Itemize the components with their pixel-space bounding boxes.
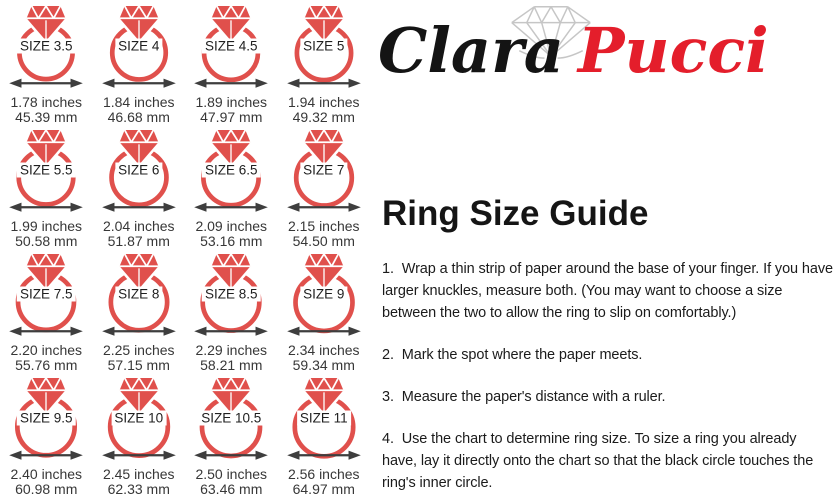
ring-size-cell: [278, 375, 371, 499]
ring-diamond-icon: [119, 254, 158, 289]
ring-size-label: SIZE 11: [297, 410, 351, 425]
instruction-step-1: 1. Wrap a thin strip of paper around the base of your finger. If you have larger knuckles, measure both. (You may want to choose a size between the two to allow the ring to slip on comfortably.): [382, 261, 833, 322]
ring-size-label: SIZE 8.5: [202, 286, 261, 301]
ring-size-cell: [278, 3, 371, 127]
ring-diameter-inches: 1.94 inches: [287, 93, 360, 110]
ring-diameter-inches: 2.50 inches: [195, 465, 268, 482]
ring-size-cell: [185, 251, 278, 375]
brand-logo: [376, 0, 838, 118]
ring-diameter-inches: 2.29 inches: [195, 341, 268, 358]
ring-size-cell: [185, 3, 278, 127]
ring-diameter-mm: 47.97 mm: [200, 108, 263, 125]
guide-section: [382, 194, 834, 494]
ring-size-label: SIZE 3.5: [17, 38, 76, 53]
ring-diameter-mm: 49.32 mm: [292, 108, 355, 125]
ring-diameter-mm: 46.68 mm: [107, 108, 170, 125]
ring-size-label: SIZE 9: [300, 286, 347, 301]
ring-size-cell: [93, 251, 186, 375]
ring-diamond-icon: [27, 254, 66, 289]
ring-diamond-icon: [304, 378, 343, 413]
instruction-step-3: 3. Measure the paper's distance with a ruler.: [382, 389, 666, 406]
ring-measurements: [195, 219, 267, 249]
ring-diamond-icon: [27, 6, 66, 41]
ring-measurements: [10, 95, 82, 125]
ring-diameter-mm: 54.50 mm: [292, 232, 355, 249]
ring-diameter-mm: 58.21 mm: [200, 356, 263, 373]
ring-diameter-inches: 1.78 inches: [10, 93, 83, 110]
ring-measurements: [10, 219, 82, 249]
ring-size-cell: [185, 127, 278, 251]
ring-diamond-icon: [119, 6, 158, 41]
ring-measurements: [195, 343, 267, 373]
diameter-arrow-icon: [9, 451, 83, 460]
ring-diamond-icon: [212, 130, 251, 165]
ring-diameter-inches: 2.04 inches: [102, 217, 175, 234]
ring-diamond-icon: [212, 254, 251, 289]
brand-name-clara: Clara: [378, 14, 564, 87]
diameter-arrow-icon: [194, 327, 268, 336]
ring-size-cell: [93, 127, 186, 251]
ring-size-cell: [185, 375, 278, 499]
ring-diamond-icon: [212, 6, 251, 41]
ring-size-chart: [0, 3, 370, 499]
ring-diameter-inches: 2.25 inches: [102, 341, 175, 358]
instruction-step-4: 4. Use the chart to determine ring size. To size a ring you already have, lay it directly onto the chart so that the black circle touches the ring's inner circle.: [382, 431, 814, 492]
ring-diamond-icon: [119, 378, 158, 413]
ring-diameter-inches: 1.99 inches: [10, 217, 83, 234]
ring-diameter-mm: 63.46 mm: [200, 480, 263, 497]
ring-size-label: SIZE 7: [300, 162, 347, 177]
ring-size-cell: [93, 375, 186, 499]
ring-diameter-inches: 2.09 inches: [195, 217, 268, 234]
ring-diamond-icon: [119, 130, 158, 165]
ring-diameter-mm: 50.58 mm: [15, 232, 78, 249]
ring-diamond-icon: [27, 378, 66, 413]
ring-measurements: [103, 219, 175, 249]
ring-size-cell: [278, 251, 371, 375]
ring-size-label: SIZE 10: [111, 410, 166, 425]
diameter-arrow-icon: [194, 451, 268, 460]
ring-size-cell: [0, 251, 93, 375]
ring-size-label: SIZE 10.5: [198, 410, 264, 425]
ring-measurements: [195, 467, 267, 497]
ring-size-label: SIZE 8: [115, 286, 162, 301]
ring-size-label: SIZE 4: [115, 38, 162, 53]
ring-size-label: SIZE 5: [300, 38, 347, 53]
ring-size-cell: [0, 127, 93, 251]
ring-diameter-inches: 2.45 inches: [102, 465, 175, 482]
ring-measurements: [103, 95, 175, 125]
ring-measurements: [288, 343, 360, 373]
diameter-arrow-icon: [287, 327, 361, 336]
ring-measurements: [103, 467, 175, 497]
ring-measurements: [103, 343, 175, 373]
ring-diamond-icon: [304, 130, 343, 165]
ring-size-cell: [0, 375, 93, 499]
ring-size-label: SIZE 9.5: [17, 410, 76, 425]
ring-diameter-mm: 45.39 mm: [15, 108, 78, 125]
ring-diamond-icon: [212, 378, 251, 413]
ring-size-label: SIZE 4.5: [202, 38, 261, 53]
ring-measurements: [288, 467, 360, 497]
ring-size-cell: [93, 3, 186, 127]
ring-diameter-mm: 51.87 mm: [107, 232, 170, 249]
ring-diameter-inches: 2.40 inches: [10, 465, 83, 482]
ring-diameter-inches: 2.15 inches: [287, 217, 360, 234]
ring-measurements: [288, 219, 360, 249]
ring-diameter-mm: 59.34 mm: [292, 356, 355, 373]
ring-diameter-mm: 62.33 mm: [107, 480, 170, 497]
ring-measurements: [288, 95, 360, 125]
ring-diameter-inches: 2.20 inches: [10, 341, 83, 358]
ring-size-label: SIZE 6.5: [202, 162, 261, 177]
page-title: Ring Size Guide: [382, 194, 649, 233]
ring-size-label: SIZE 6: [115, 162, 162, 177]
ring-size-label: SIZE 5.5: [17, 162, 76, 177]
ring-measurements: [10, 343, 82, 373]
ring-size-cell: [278, 127, 371, 251]
diameter-arrow-icon: [102, 451, 176, 460]
ring-diameter-inches: 1.89 inches: [195, 93, 268, 110]
brand-name: [378, 14, 769, 87]
ring-diameter-mm: 57.15 mm: [107, 356, 170, 373]
ring-diameter-mm: 60.98 mm: [15, 480, 78, 497]
instruction-step-2: 2. Mark the spot where the paper meets.: [382, 347, 643, 364]
ring-size-label: SIZE 7.5: [17, 286, 76, 301]
ring-diameter-inches: 2.34 inches: [287, 341, 360, 358]
brand-name-pucci: Pucci: [577, 14, 769, 87]
ring-diameter-mm: 53.16 mm: [200, 232, 263, 249]
ring-diameter-mm: 55.76 mm: [15, 356, 78, 373]
ring-size-cell: [0, 3, 93, 127]
ring-diameter-mm: 64.97 mm: [292, 480, 355, 497]
ring-measurements: [10, 467, 82, 497]
ring-diamond-icon: [27, 130, 66, 165]
ring-measurements: [195, 95, 267, 125]
ring-diamond-icon: [304, 254, 343, 289]
ring-diameter-inches: 1.84 inches: [102, 93, 175, 110]
ring-diameter-inches: 2.56 inches: [287, 465, 360, 482]
ring-diamond-icon: [304, 6, 343, 41]
